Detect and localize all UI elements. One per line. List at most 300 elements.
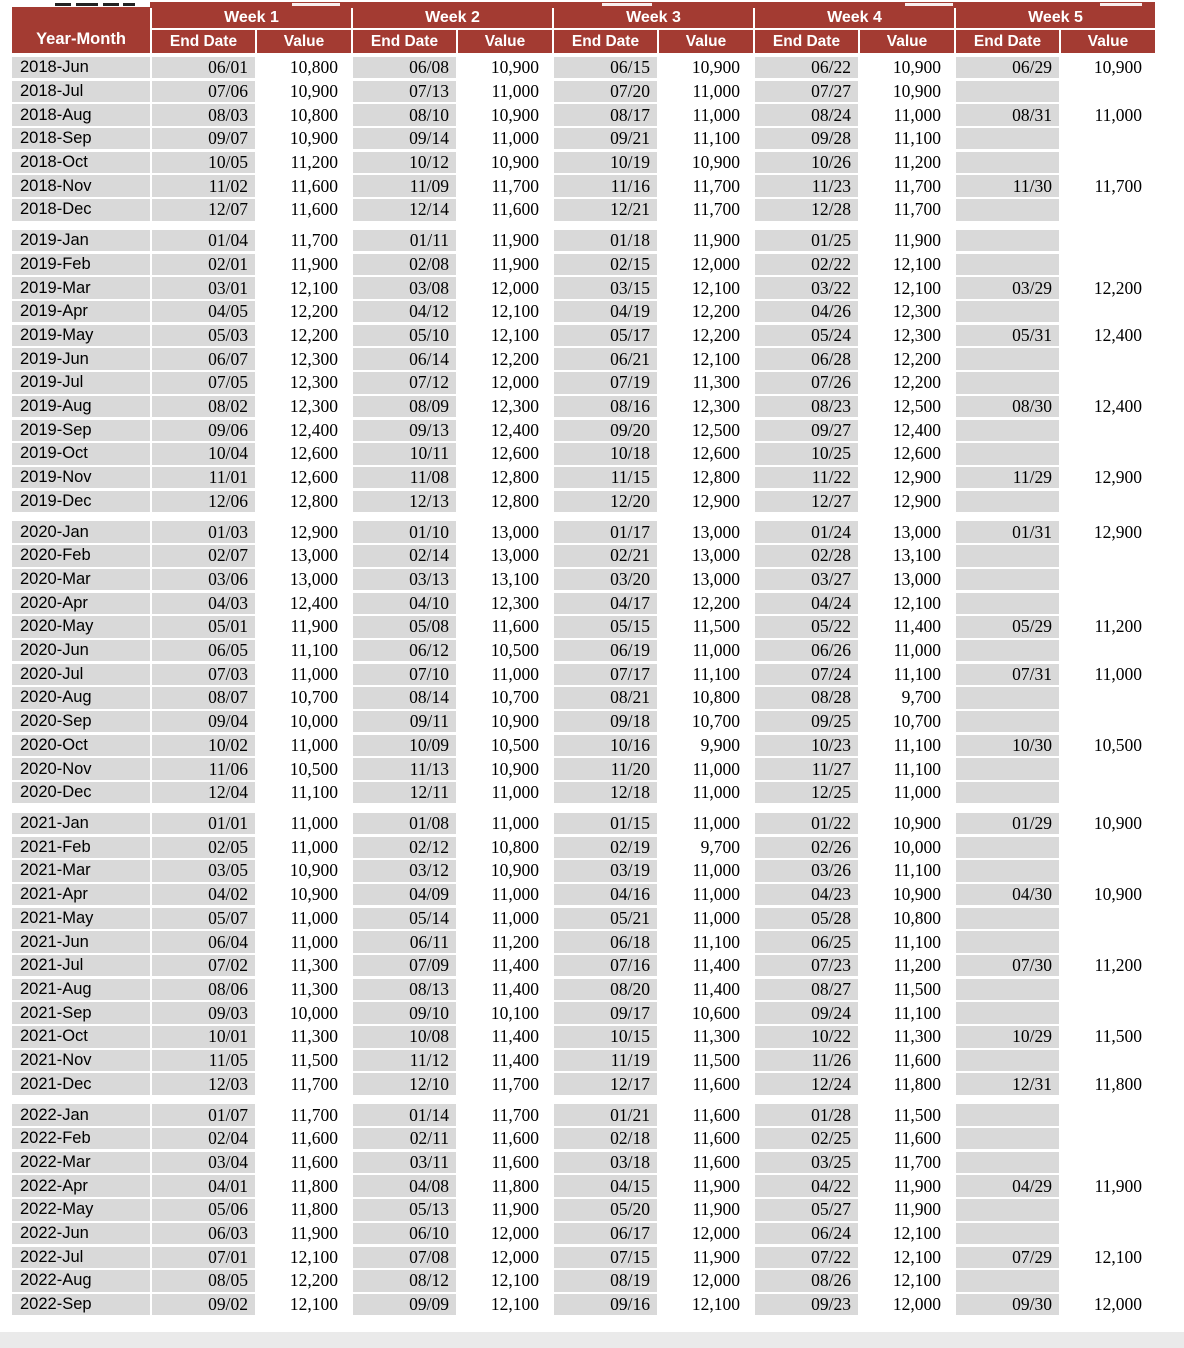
value-cell[interactable]: 11,500 — [659, 1050, 753, 1071]
value-cell[interactable]: 10,700 — [659, 711, 753, 732]
value-cell[interactable]: 11,600 — [659, 1152, 753, 1173]
end-date-cell[interactable]: 06/29 — [956, 57, 1059, 78]
end-date-cell[interactable]: 04/01 — [152, 1175, 255, 1196]
end-date-cell[interactable]: 04/03 — [152, 593, 255, 614]
value-cell[interactable]: 11,000 — [659, 860, 753, 881]
value-cell[interactable]: 11,400 — [458, 955, 552, 976]
year-month-cell[interactable]: 2020-Jun — [12, 640, 150, 661]
end-date-cell[interactable]: 03/13 — [353, 569, 456, 590]
end-date-cell[interactable]: 03/20 — [554, 569, 657, 590]
value-cell[interactable]: 12,200 — [1061, 277, 1155, 298]
end-date-cell[interactable]: 10/29 — [956, 1026, 1059, 1047]
end-date-cell[interactable]: 08/14 — [353, 687, 456, 708]
value-cell[interactable]: 12,200 — [659, 301, 753, 322]
year-month-cell[interactable]: 2021-Jan — [12, 813, 150, 834]
value-cell[interactable]: 11,400 — [458, 1026, 552, 1047]
value-cell[interactable]: 10,500 — [458, 640, 552, 661]
end-date-cell[interactable]: 07/30 — [956, 955, 1059, 976]
end-date-cell[interactable]: 09/03 — [152, 1002, 255, 1023]
end-date-cell[interactable] — [956, 1002, 1059, 1023]
value-cell[interactable] — [1061, 758, 1155, 779]
end-date-cell[interactable]: 03/26 — [755, 860, 858, 881]
value-cell[interactable]: 11,600 — [860, 1050, 954, 1071]
value-cell[interactable]: 11,600 — [659, 1128, 753, 1149]
end-date-cell[interactable]: 07/26 — [755, 372, 858, 393]
end-date-cell[interactable]: 09/16 — [554, 1294, 657, 1315]
end-date-cell[interactable] — [956, 640, 1059, 661]
end-date-cell[interactable]: 02/18 — [554, 1128, 657, 1149]
end-date-cell[interactable]: 01/22 — [755, 813, 858, 834]
end-date-cell[interactable]: 12/13 — [353, 491, 456, 512]
end-date-cell[interactable]: 11/30 — [956, 175, 1059, 196]
value-cell[interactable]: 12,900 — [1061, 467, 1155, 488]
value-cell[interactable]: 12,000 — [458, 1223, 552, 1244]
year-month-cell[interactable]: 2022-Jun — [12, 1223, 150, 1244]
value-cell[interactable]: 11,700 — [860, 175, 954, 196]
year-month-cell[interactable]: 2020-Dec — [12, 782, 150, 803]
end-date-cell[interactable] — [956, 1050, 1059, 1071]
value-cell[interactable]: 13,000 — [860, 521, 954, 542]
end-date-cell[interactable]: 02/01 — [152, 254, 255, 275]
value-cell[interactable] — [1061, 81, 1155, 102]
end-date-cell[interactable]: 01/31 — [956, 521, 1059, 542]
value-cell[interactable]: 11,200 — [1061, 616, 1155, 637]
end-date-cell[interactable]: 12/24 — [755, 1073, 858, 1094]
end-date-cell[interactable]: 01/15 — [554, 813, 657, 834]
year-month-cell[interactable]: 2021-Aug — [12, 979, 150, 1000]
value-cell[interactable]: 12,600 — [458, 443, 552, 464]
year-month-cell[interactable]: 2019-Dec — [12, 491, 150, 512]
end-date-cell[interactable]: 07/20 — [554, 81, 657, 102]
value-cell[interactable]: 11,400 — [659, 979, 753, 1000]
end-date-cell[interactable]: 09/06 — [152, 420, 255, 441]
value-cell[interactable]: 11,900 — [659, 1175, 753, 1196]
year-month-cell[interactable]: 2019-Oct — [12, 443, 150, 464]
year-month-cell[interactable]: 2020-Nov — [12, 758, 150, 779]
value-cell[interactable]: 12,500 — [659, 420, 753, 441]
end-date-cell[interactable]: 07/17 — [554, 664, 657, 685]
end-date-cell[interactable]: 11/23 — [755, 175, 858, 196]
value-cell[interactable]: 11,000 — [458, 884, 552, 905]
end-date-cell[interactable]: 12/25 — [755, 782, 858, 803]
value-cell[interactable]: 11,800 — [1061, 1073, 1155, 1094]
end-date-cell[interactable]: 11/12 — [353, 1050, 456, 1071]
end-date-cell[interactable]: 10/09 — [353, 735, 456, 756]
end-date-cell[interactable]: 12/20 — [554, 491, 657, 512]
end-date-cell[interactable]: 06/15 — [554, 57, 657, 78]
end-date-cell[interactable] — [956, 687, 1059, 708]
end-date-cell[interactable]: 05/21 — [554, 908, 657, 929]
value-cell[interactable]: 11,000 — [257, 664, 351, 685]
value-cell[interactable]: 11,000 — [659, 908, 753, 929]
value-cell[interactable] — [1061, 782, 1155, 803]
value-cell[interactable]: 11,600 — [458, 1152, 552, 1173]
value-cell[interactable]: 11,700 — [458, 1073, 552, 1094]
value-cell[interactable]: 11,100 — [860, 860, 954, 881]
value-cell[interactable]: 10,500 — [458, 735, 552, 756]
value-cell[interactable]: 10,900 — [257, 860, 351, 881]
value-cell[interactable]: 11,000 — [458, 128, 552, 149]
end-date-cell[interactable]: 01/24 — [755, 521, 858, 542]
end-date-cell[interactable]: 08/06 — [152, 979, 255, 1000]
end-date-cell[interactable]: 06/21 — [554, 348, 657, 369]
end-date-cell[interactable]: 12/04 — [152, 782, 255, 803]
end-date-cell[interactable]: 06/18 — [554, 931, 657, 952]
end-date-cell[interactable] — [956, 860, 1059, 881]
value-cell[interactable]: 10,700 — [458, 687, 552, 708]
end-date-cell[interactable]: 02/21 — [554, 545, 657, 566]
value-cell[interactable]: 11,600 — [257, 1152, 351, 1173]
value-cell[interactable]: 10,900 — [257, 884, 351, 905]
value-cell[interactable]: 12,200 — [659, 325, 753, 346]
end-date-cell[interactable]: 08/17 — [554, 104, 657, 125]
end-date-cell[interactable]: 10/02 — [152, 735, 255, 756]
value-cell[interactable]: 12,200 — [257, 1270, 351, 1291]
end-date-cell[interactable]: 10/30 — [956, 735, 1059, 756]
end-date-cell[interactable]: 01/11 — [353, 230, 456, 251]
end-date-cell[interactable]: 10/19 — [554, 152, 657, 173]
value-cell[interactable]: 10,800 — [659, 687, 753, 708]
value-cell[interactable]: 10,800 — [257, 104, 351, 125]
end-date-cell[interactable]: 04/24 — [755, 593, 858, 614]
end-date-cell[interactable]: 11/09 — [353, 175, 456, 196]
year-month-cell[interactable]: 2019-Jan — [12, 230, 150, 251]
end-date-cell[interactable]: 08/20 — [554, 979, 657, 1000]
value-cell[interactable] — [1061, 545, 1155, 566]
end-date-cell[interactable]: 01/08 — [353, 813, 456, 834]
end-date-cell[interactable]: 11/26 — [755, 1050, 858, 1071]
value-cell[interactable]: 11,200 — [1061, 955, 1155, 976]
end-date-cell[interactable]: 03/27 — [755, 569, 858, 590]
end-date-cell[interactable] — [956, 199, 1059, 220]
end-date-cell[interactable]: 08/21 — [554, 687, 657, 708]
value-cell[interactable]: 11,000 — [458, 908, 552, 929]
end-date-cell[interactable]: 08/27 — [755, 979, 858, 1000]
value-cell[interactable] — [1061, 860, 1155, 881]
value-cell[interactable]: 11,000 — [458, 782, 552, 803]
end-date-cell[interactable]: 07/03 — [152, 664, 255, 685]
value-cell[interactable]: 11,900 — [659, 230, 753, 251]
value-cell[interactable]: 12,400 — [1061, 325, 1155, 346]
end-date-cell[interactable]: 10/26 — [755, 152, 858, 173]
year-month-cell[interactable]: 2020-Jan — [12, 521, 150, 542]
end-date-cell[interactable]: 01/03 — [152, 521, 255, 542]
end-date-cell[interactable]: 12/14 — [353, 199, 456, 220]
value-cell[interactable]: 10,900 — [659, 152, 753, 173]
value-cell[interactable]: 11,000 — [458, 664, 552, 685]
value-cell[interactable]: 11,700 — [458, 1104, 552, 1125]
value-cell[interactable]: 12,200 — [458, 348, 552, 369]
value-cell[interactable]: 12,800 — [659, 467, 753, 488]
end-date-cell[interactable] — [956, 1104, 1059, 1125]
value-cell[interactable]: 10,900 — [458, 152, 552, 173]
year-month-cell[interactable]: 2019-Apr — [12, 301, 150, 322]
end-date-cell[interactable]: 03/18 — [554, 1152, 657, 1173]
value-cell[interactable]: 13,000 — [257, 569, 351, 590]
end-date-cell[interactable] — [956, 128, 1059, 149]
end-date-cell[interactable] — [956, 1223, 1059, 1244]
value-cell[interactable]: 12,000 — [659, 1223, 753, 1244]
value-cell[interactable]: 11,000 — [860, 782, 954, 803]
end-date-cell[interactable]: 05/03 — [152, 325, 255, 346]
end-date-cell[interactable]: 12/17 — [554, 1073, 657, 1094]
value-cell[interactable]: 12,100 — [860, 1223, 954, 1244]
value-cell[interactable]: 11,800 — [257, 1199, 351, 1220]
year-month-cell[interactable]: 2022-Jan — [12, 1104, 150, 1125]
end-date-cell[interactable]: 06/26 — [755, 640, 858, 661]
end-date-cell[interactable]: 02/05 — [152, 837, 255, 858]
end-date-cell[interactable]: 06/24 — [755, 1223, 858, 1244]
end-date-cell[interactable]: 07/01 — [152, 1247, 255, 1268]
end-date-cell[interactable]: 08/31 — [956, 104, 1059, 125]
value-cell[interactable]: 11,900 — [860, 230, 954, 251]
value-cell[interactable] — [1061, 128, 1155, 149]
end-date-cell[interactable]: 08/07 — [152, 687, 255, 708]
value-cell[interactable]: 12,200 — [257, 325, 351, 346]
year-month-cell[interactable]: 2022-Jul — [12, 1247, 150, 1268]
value-cell[interactable]: 11,100 — [860, 664, 954, 685]
end-date-cell[interactable]: 02/04 — [152, 1128, 255, 1149]
value-cell[interactable]: 12,600 — [257, 443, 351, 464]
end-date-cell[interactable]: 09/28 — [755, 128, 858, 149]
end-date-cell[interactable]: 06/17 — [554, 1223, 657, 1244]
value-cell[interactable]: 11,500 — [257, 1050, 351, 1071]
end-date-cell[interactable]: 11/16 — [554, 175, 657, 196]
value-cell[interactable]: 10,000 — [257, 711, 351, 732]
year-month-cell[interactable]: 2020-Aug — [12, 687, 150, 708]
value-cell[interactable]: 11,100 — [257, 782, 351, 803]
value-cell[interactable]: 11,100 — [659, 931, 753, 952]
end-date-cell[interactable]: 07/10 — [353, 664, 456, 685]
value-cell[interactable]: 11,600 — [257, 175, 351, 196]
end-date-cell[interactable]: 09/20 — [554, 420, 657, 441]
end-date-cell[interactable] — [956, 348, 1059, 369]
value-cell[interactable]: 11,100 — [659, 128, 753, 149]
value-cell[interactable]: 12,300 — [458, 396, 552, 417]
value-cell[interactable]: 10,900 — [860, 884, 954, 905]
value-cell[interactable]: 12,400 — [1061, 396, 1155, 417]
value-cell[interactable]: 11,500 — [1061, 1026, 1155, 1047]
end-date-cell[interactable]: 07/29 — [956, 1247, 1059, 1268]
value-cell[interactable]: 12,200 — [659, 593, 753, 614]
value-cell[interactable]: 12,100 — [860, 254, 954, 275]
end-date-cell[interactable]: 01/18 — [554, 230, 657, 251]
value-cell[interactable]: 12,600 — [257, 467, 351, 488]
end-date-cell[interactable]: 06/01 — [152, 57, 255, 78]
value-cell[interactable]: 9,700 — [659, 837, 753, 858]
year-month-cell[interactable]: 2019-Aug — [12, 396, 150, 417]
end-date-cell[interactable]: 11/01 — [152, 467, 255, 488]
end-date-cell[interactable]: 09/10 — [353, 1002, 456, 1023]
end-date-cell[interactable]: 03/22 — [755, 277, 858, 298]
end-date-cell[interactable]: 04/12 — [353, 301, 456, 322]
year-month-cell[interactable]: 2019-Jul — [12, 372, 150, 393]
end-date-cell[interactable]: 01/29 — [956, 813, 1059, 834]
end-date-cell[interactable]: 08/30 — [956, 396, 1059, 417]
end-date-cell[interactable]: 02/07 — [152, 545, 255, 566]
value-cell[interactable]: 11,300 — [860, 1026, 954, 1047]
value-cell[interactable]: 11,100 — [860, 128, 954, 149]
end-date-cell[interactable]: 02/19 — [554, 837, 657, 858]
end-date-cell[interactable]: 10/11 — [353, 443, 456, 464]
value-cell[interactable]: 10,900 — [860, 813, 954, 834]
value-cell[interactable]: 11,900 — [659, 1199, 753, 1220]
value-cell[interactable]: 11,400 — [458, 1050, 552, 1071]
end-date-cell[interactable]: 05/14 — [353, 908, 456, 929]
end-date-cell[interactable]: 01/04 — [152, 230, 255, 251]
value-cell[interactable]: 12,200 — [860, 348, 954, 369]
end-date-cell[interactable]: 11/06 — [152, 758, 255, 779]
end-date-cell[interactable]: 07/02 — [152, 955, 255, 976]
end-date-cell[interactable]: 06/08 — [353, 57, 456, 78]
end-date-cell[interactable]: 04/08 — [353, 1175, 456, 1196]
value-cell[interactable]: 11,000 — [659, 884, 753, 905]
end-date-cell[interactable]: 08/02 — [152, 396, 255, 417]
end-date-cell[interactable]: 01/17 — [554, 521, 657, 542]
end-date-cell[interactable]: 06/12 — [353, 640, 456, 661]
value-cell[interactable]: 11,800 — [458, 1175, 552, 1196]
value-cell[interactable] — [1061, 640, 1155, 661]
value-cell[interactable]: 12,100 — [659, 1294, 753, 1315]
value-cell[interactable]: 11,600 — [659, 1104, 753, 1125]
end-date-cell[interactable]: 06/14 — [353, 348, 456, 369]
value-cell[interactable] — [1061, 1223, 1155, 1244]
end-date-cell[interactable]: 12/10 — [353, 1073, 456, 1094]
value-cell[interactable]: 12,000 — [1061, 1294, 1155, 1315]
value-cell[interactable] — [1061, 1002, 1155, 1023]
value-cell[interactable]: 12,300 — [257, 372, 351, 393]
end-date-cell[interactable]: 10/22 — [755, 1026, 858, 1047]
value-cell[interactable]: 10,900 — [860, 57, 954, 78]
value-cell[interactable]: 12,400 — [860, 420, 954, 441]
end-date-cell[interactable] — [956, 908, 1059, 929]
end-date-cell[interactable] — [956, 569, 1059, 590]
end-date-cell[interactable]: 03/19 — [554, 860, 657, 881]
end-date-cell[interactable]: 08/24 — [755, 104, 858, 125]
value-cell[interactable]: 12,400 — [257, 593, 351, 614]
end-date-cell[interactable]: 08/12 — [353, 1270, 456, 1291]
end-date-cell[interactable]: 08/13 — [353, 979, 456, 1000]
value-cell[interactable]: 12,100 — [458, 301, 552, 322]
value-cell[interactable]: 12,100 — [659, 277, 753, 298]
value-cell[interactable]: 10,900 — [860, 81, 954, 102]
value-cell[interactable]: 12,900 — [860, 491, 954, 512]
value-cell[interactable] — [1061, 372, 1155, 393]
value-cell[interactable]: 12,100 — [257, 1247, 351, 1268]
end-date-cell[interactable]: 05/10 — [353, 325, 456, 346]
end-date-cell[interactable]: 01/10 — [353, 521, 456, 542]
end-date-cell[interactable]: 12/21 — [554, 199, 657, 220]
value-cell[interactable]: 11,400 — [659, 955, 753, 976]
end-date-cell[interactable] — [956, 979, 1059, 1000]
end-date-cell[interactable]: 07/09 — [353, 955, 456, 976]
year-month-cell[interactable]: 2022-Feb — [12, 1128, 150, 1149]
end-date-cell[interactable]: 10/12 — [353, 152, 456, 173]
end-date-cell[interactable]: 02/28 — [755, 545, 858, 566]
end-date-cell[interactable]: 03/05 — [152, 860, 255, 881]
end-date-cell[interactable]: 04/26 — [755, 301, 858, 322]
value-cell[interactable]: 11,000 — [458, 813, 552, 834]
year-month-cell[interactable]: 2021-May — [12, 908, 150, 929]
value-cell[interactable]: 12,100 — [860, 1270, 954, 1291]
value-cell[interactable]: 11,900 — [257, 254, 351, 275]
value-cell[interactable]: 11,100 — [659, 664, 753, 685]
value-cell[interactable]: 11,900 — [659, 1247, 753, 1268]
end-date-cell[interactable]: 08/26 — [755, 1270, 858, 1291]
end-date-cell[interactable]: 11/15 — [554, 467, 657, 488]
end-date-cell[interactable]: 05/08 — [353, 616, 456, 637]
value-cell[interactable]: 11,700 — [1061, 175, 1155, 196]
end-date-cell[interactable]: 10/25 — [755, 443, 858, 464]
value-cell[interactable]: 10,500 — [1061, 735, 1155, 756]
end-date-cell[interactable]: 04/05 — [152, 301, 255, 322]
end-date-cell[interactable]: 09/04 — [152, 711, 255, 732]
end-date-cell[interactable]: 10/23 — [755, 735, 858, 756]
end-date-cell[interactable] — [956, 372, 1059, 393]
value-cell[interactable]: 11,700 — [458, 175, 552, 196]
end-date-cell[interactable]: 07/13 — [353, 81, 456, 102]
value-cell[interactable]: 11,900 — [860, 1175, 954, 1196]
end-date-cell[interactable]: 03/15 — [554, 277, 657, 298]
value-cell[interactable] — [1061, 230, 1155, 251]
value-cell[interactable]: 11,700 — [257, 1073, 351, 1094]
end-date-cell[interactable]: 07/23 — [755, 955, 858, 976]
value-cell[interactable]: 13,000 — [458, 545, 552, 566]
year-month-cell[interactable]: 2019-Jun — [12, 348, 150, 369]
value-cell[interactable]: 11,000 — [1061, 104, 1155, 125]
value-cell[interactable]: 12,600 — [860, 443, 954, 464]
value-cell[interactable]: 12,300 — [860, 301, 954, 322]
end-date-cell[interactable] — [956, 230, 1059, 251]
end-date-cell[interactable]: 04/29 — [956, 1175, 1059, 1196]
value-cell[interactable]: 12,100 — [1061, 1247, 1155, 1268]
end-date-cell[interactable]: 03/11 — [353, 1152, 456, 1173]
value-cell[interactable]: 12,300 — [458, 593, 552, 614]
value-cell[interactable]: 11,000 — [659, 640, 753, 661]
value-cell[interactable]: 11,900 — [257, 616, 351, 637]
year-month-cell[interactable]: 2020-Jul — [12, 664, 150, 685]
value-cell[interactable]: 12,100 — [458, 1294, 552, 1315]
value-cell[interactable]: 12,100 — [860, 1247, 954, 1268]
end-date-cell[interactable]: 03/25 — [755, 1152, 858, 1173]
end-date-cell[interactable]: 09/17 — [554, 1002, 657, 1023]
value-cell[interactable]: 11,100 — [860, 931, 954, 952]
value-cell[interactable]: 12,000 — [860, 1294, 954, 1315]
end-date-cell[interactable]: 04/19 — [554, 301, 657, 322]
end-date-cell[interactable]: 10/18 — [554, 443, 657, 464]
end-date-cell[interactable]: 02/08 — [353, 254, 456, 275]
value-cell[interactable]: 11,200 — [458, 931, 552, 952]
value-cell[interactable]: 11,300 — [659, 1026, 753, 1047]
end-date-cell[interactable]: 07/19 — [554, 372, 657, 393]
year-month-cell[interactable]: 2018-Sep — [12, 128, 150, 149]
end-date-cell[interactable]: 12/28 — [755, 199, 858, 220]
year-month-cell[interactable]: 2018-Jun — [12, 57, 150, 78]
value-cell[interactable]: 10,800 — [257, 57, 351, 78]
end-date-cell[interactable]: 07/22 — [755, 1247, 858, 1268]
value-cell[interactable]: 11,000 — [659, 813, 753, 834]
value-cell[interactable] — [1061, 152, 1155, 173]
value-cell[interactable]: 13,000 — [659, 521, 753, 542]
end-date-cell[interactable]: 06/28 — [755, 348, 858, 369]
end-date-cell[interactable]: 04/23 — [755, 884, 858, 905]
end-date-cell[interactable]: 08/19 — [554, 1270, 657, 1291]
value-cell[interactable] — [1061, 199, 1155, 220]
end-date-cell[interactable] — [956, 254, 1059, 275]
value-cell[interactable]: 12,500 — [860, 396, 954, 417]
value-cell[interactable] — [1061, 1270, 1155, 1291]
value-cell[interactable]: 12,000 — [659, 254, 753, 275]
